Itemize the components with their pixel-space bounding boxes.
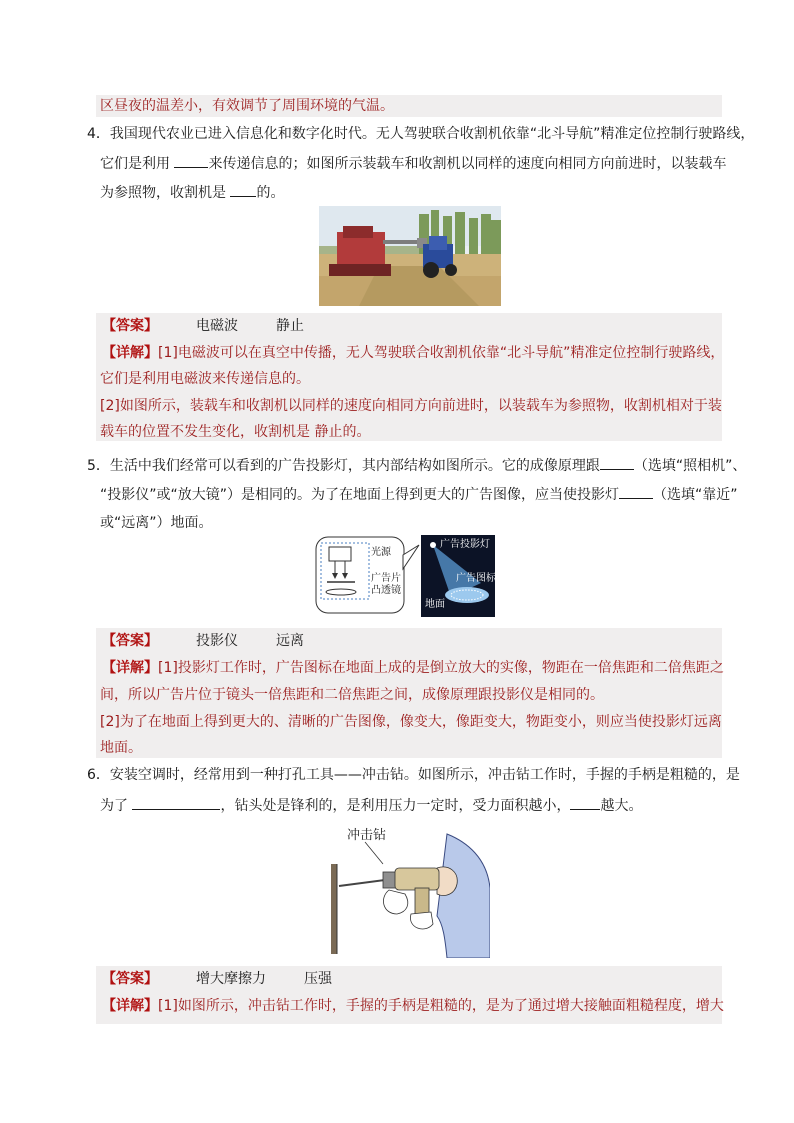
document-page: 区昼夜的温差小，有效调节了周围环境的气温。 4．我国现代农业已进入信息化和数字化时代。无人驾驶联合收割机依靠“北斗导航”精准定位控制行驶路线， 它们是利用 来传递信息的；如图所示装载车和收割机以同样的速度向相同方向前进时，以装载车 为参照物，收割机是 的。 【答案】 电磁波 静止 【详解】[1]电磁波可以在真空中传播，无人驾驶联合收割机依靠“北斗导航”精准定位控制行驶路线， 它们是利用电磁波来传递信息的。 [2]如图所示，装载车和收割机以同样的速度向相同方向前进时，以装载车为参照物，收割机相对于装 载车的位置不发生变化，收割机是 静止的。 5．生活中我们经常可以看到的广告投影灯，其内部结构如图所示。它的成像原理跟 （选填“照相机”、 “投影仪”或“放大镜”）是相同的。为了在地面上得到更大的广告图像，应当使投影灯 （选填“靠近” 或“远离”）地面。 光源 广告片 凸透镜 广告投影灯 广告图标 地面 【答案】 投影仪 远离 【详解】[1]投影灯工作时，广告图标在地面上成的是倒立放大的实像，物距在一倍焦距和二倍焦距之 间，所以广告片位于镜头一倍焦距和二倍焦距之间，成像原理跟投影仪是相同的。 [2]为了在地面上得到更大的、清晰的广告图像，像变大，像距变大，物距变小，则应当使投影灯远离 地面。 6．安装空调时，经常用到一种打孔工具——冲击钻。如图所示，冲击钻工作时，手握的手柄是粗糙的，是 为了 ，钻头处是锋利的，是利用压力一定时，受力面积越小， 越大。 冲击钻 【答案】 增大摩擦力 压强 【详解】[1]如图所示，冲击钻工作时，手握的手柄是粗糙的，是为了通过增大接触面粗糙程度，增大: [0, 0, 794, 1123]
detail-line: 【详解】[1]如图所示，冲击钻工作时，手握的手柄是粗糙的，是为了通过增大接触面粗糙程度，增大: [102, 998, 724, 1014]
answer-line: 【答案】 增大摩擦力 压强: [102, 971, 332, 987]
answer-blank: [230, 182, 256, 197]
question-4: 4．我国现代农业已进入信息化和数字化时代。无人驾驶联合收割机依靠“北斗导航”精准定位控制行驶路线，: [87, 126, 755, 142]
answer-blank: [570, 795, 600, 810]
answer-1: 增大摩擦力: [196, 971, 266, 987]
label-projector: 广告投影灯: [440, 539, 490, 550]
label-ad-pattern: 广告图标: [456, 573, 496, 584]
answer-1: 投影仪: [196, 633, 238, 649]
answer-2: 压强: [304, 971, 332, 987]
answer-2: 静止: [276, 318, 304, 334]
answer-blank: [619, 484, 653, 499]
projector-figure: [315, 535, 495, 617]
question-number: 6．: [87, 767, 110, 783]
detail-line: 【详解】[1]投影灯工作时，广告图标在地面上成的是倒立放大的实像，物距在一倍焦距和二倍焦距之: [102, 660, 724, 676]
question-5: 5．生活中我们经常可以看到的广告投影灯，其内部结构如图所示。它的成像原理跟 （选填“照相机”、: [87, 455, 746, 476]
detail-continuation: 区昼夜的温差小，有效调节了周围环境的气温。: [100, 98, 394, 114]
answer-blank: [132, 795, 220, 810]
question-6: 6．安装空调时，经常用到一种打孔工具——冲击钻。如图所示，冲击钻工作时，手握的手柄是粗糙的，是: [87, 767, 740, 783]
label-ad-film: 广告片: [371, 573, 401, 584]
question-number: 5．: [87, 458, 110, 474]
answer-2: 远离: [276, 633, 304, 649]
answer-1: 电磁波: [196, 318, 238, 334]
answer-line: 【答案】 电磁波 静止: [102, 318, 304, 334]
impact-drill-figure: [327, 828, 490, 958]
answer-blank: [600, 455, 634, 470]
label-lens: 凸透镜: [371, 585, 401, 596]
answer-line: 【答案】 投影仪 远离: [102, 633, 304, 649]
label-impact-drill: 冲击钻: [347, 828, 387, 843]
harvester-photo: [319, 206, 501, 306]
answer-blank: [174, 153, 208, 168]
label-ground: 地面: [425, 599, 445, 610]
label-light-source: 光源: [371, 547, 391, 558]
detail-line: 【详解】[1]电磁波可以在真空中传播，无人驾驶联合收割机依靠“北斗导航”精准定位控制行驶路线，: [102, 345, 725, 361]
question-number: 4．: [87, 126, 110, 142]
